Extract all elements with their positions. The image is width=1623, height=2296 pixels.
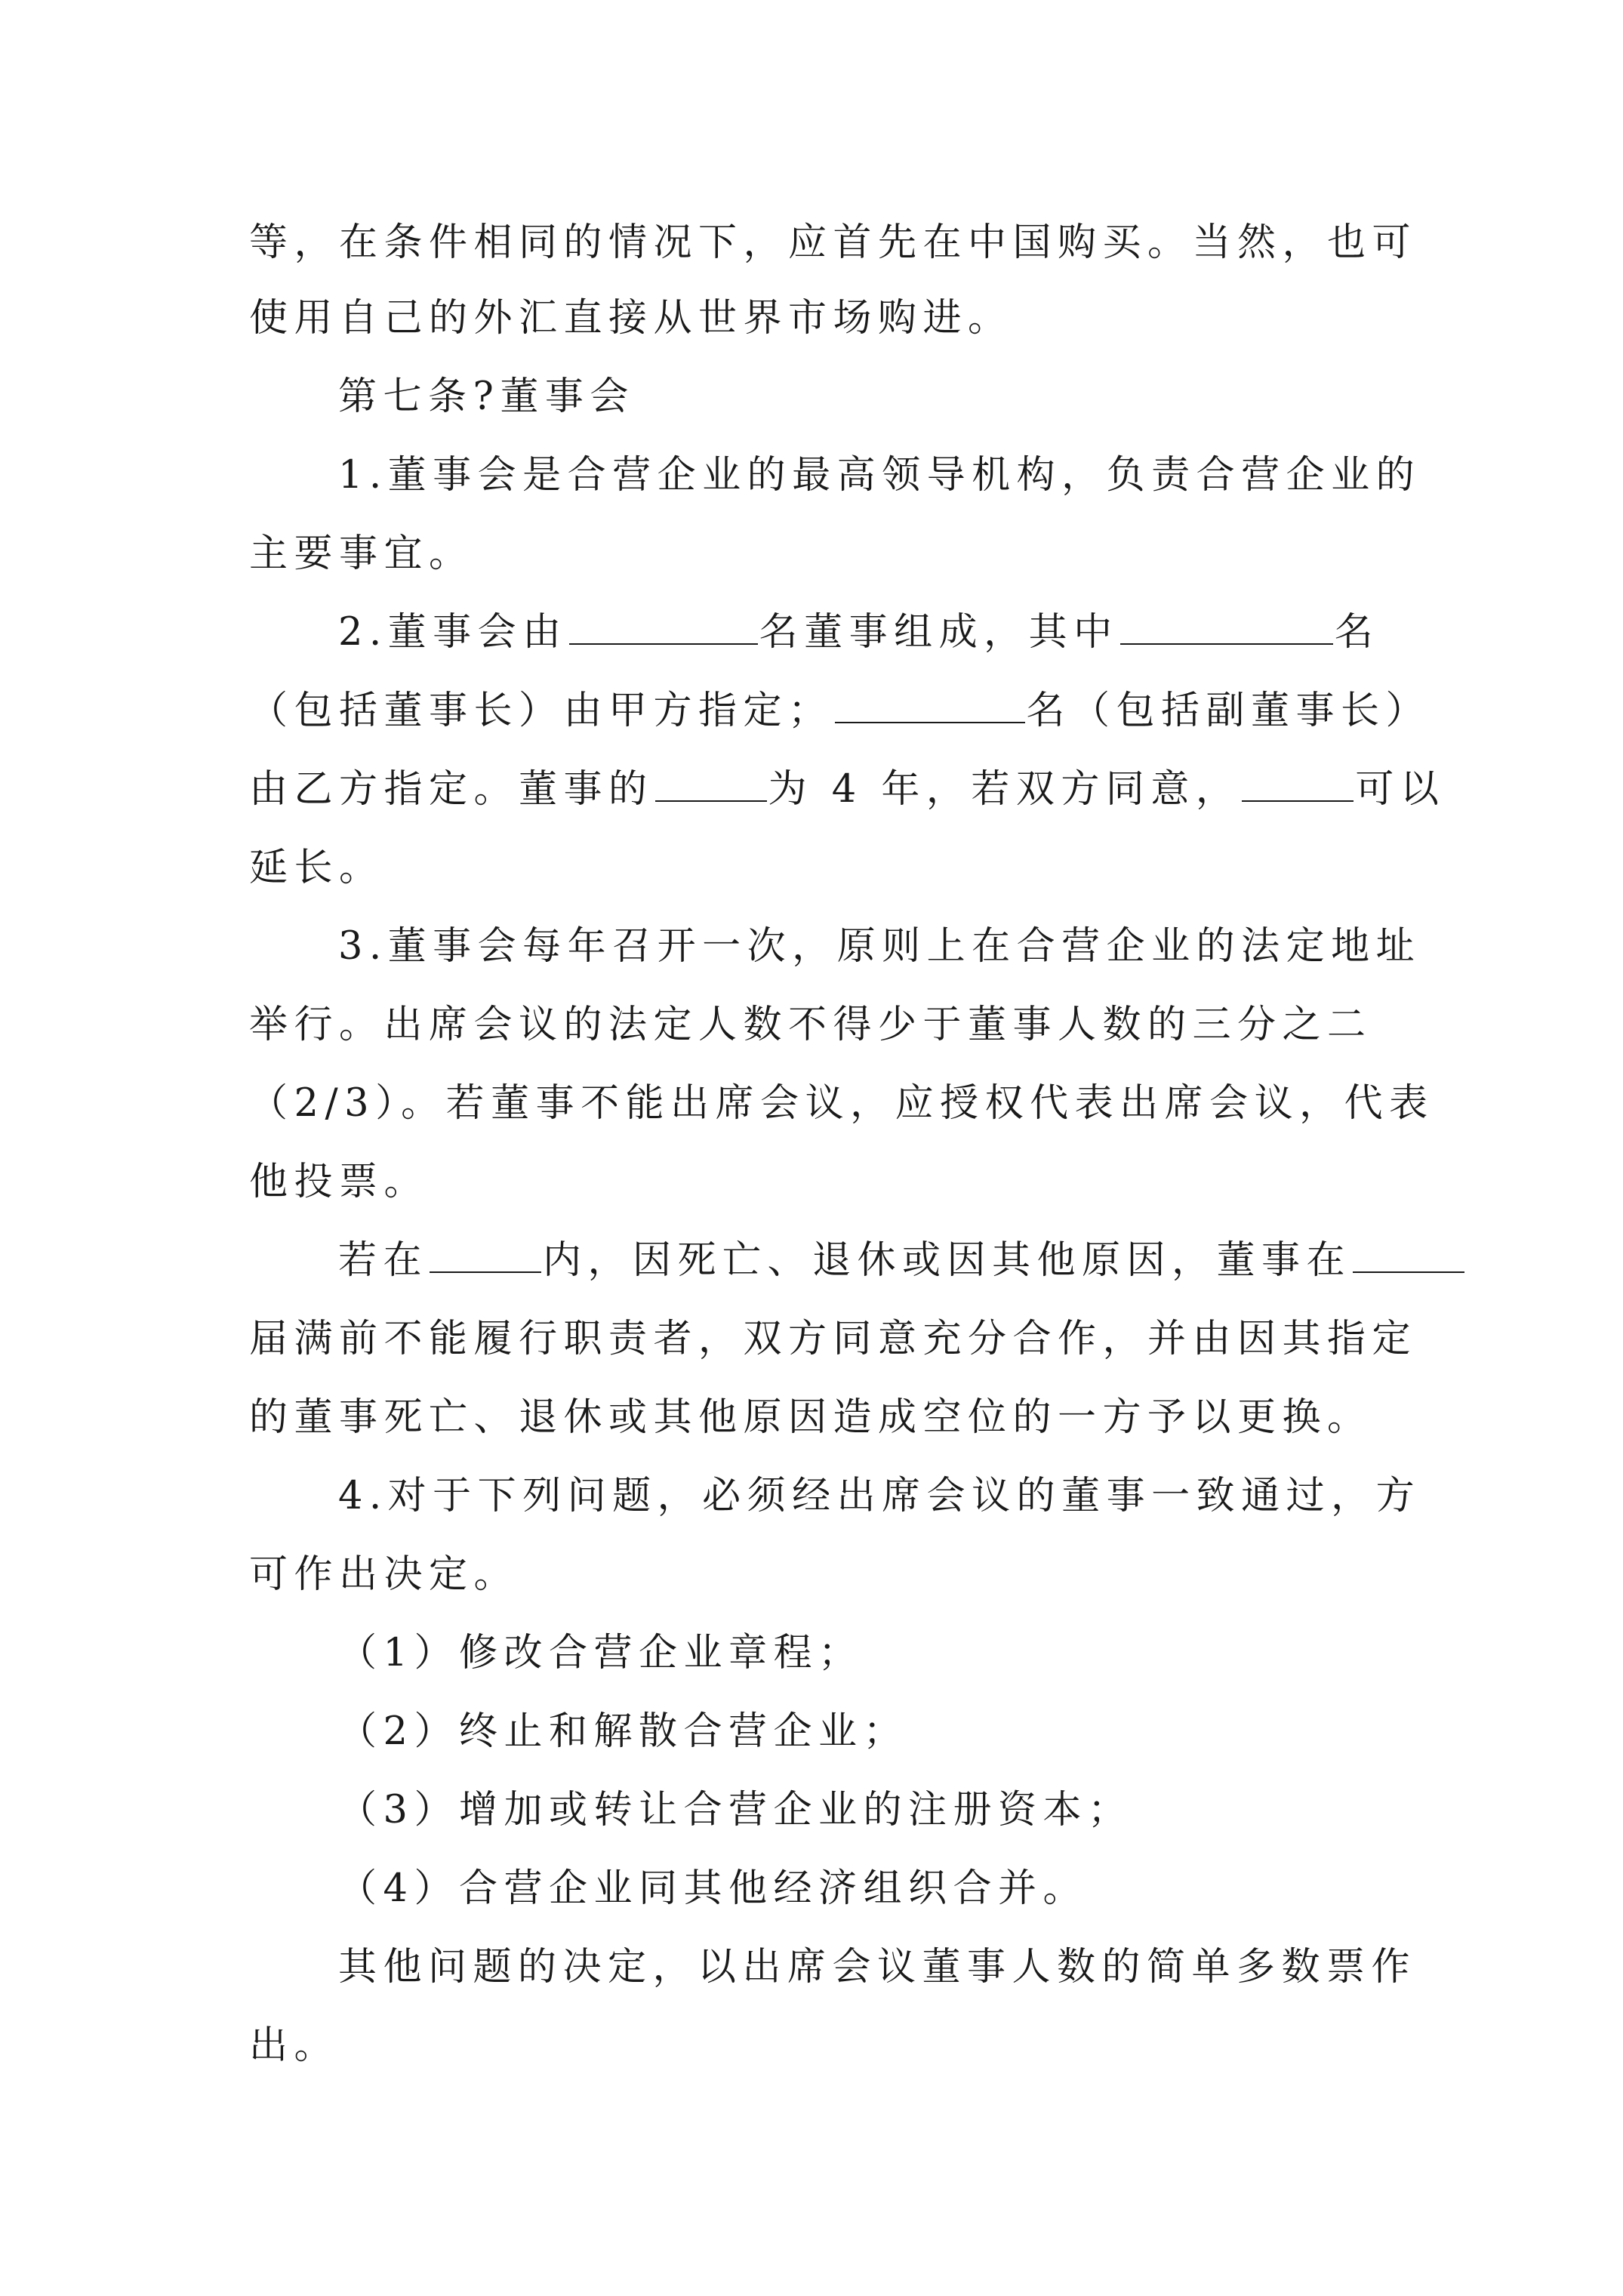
fill-in-blank xyxy=(655,767,767,802)
text-line: （2/3）。若董事不能出席会议，应授权代表出席会议，代表 xyxy=(249,1081,1434,1126)
text-line: 延长。 xyxy=(249,846,384,890)
list-item: （4）合营企业同其他经济组织合并。 xyxy=(338,1866,1088,1911)
text-segment: 内，因死亡、退休或因其他原因，董事在 xyxy=(543,1238,1352,1283)
fill-in-blank xyxy=(430,1238,541,1273)
text-line: 3.董事会每年召开一次，原则上在合营企业的法定地址 xyxy=(338,924,1421,969)
text-line: 4.对于下列问题，必须经出席会议的董事一致通过，方 xyxy=(338,1474,1421,1518)
text-line: 1.董事会是合营企业的最高领导机构，负责合营企业的 xyxy=(338,453,1421,498)
section-heading: 第七条?董事会 xyxy=(338,374,635,419)
fill-in-blank xyxy=(569,610,758,645)
text-segment: 名董事组成，其中 xyxy=(759,610,1119,655)
text-line xyxy=(249,687,1431,735)
text-segment: 若在 xyxy=(338,1238,429,1283)
fill-in-blank xyxy=(1242,767,1354,802)
text-line xyxy=(338,609,1379,657)
text-segment: 可以 xyxy=(1355,767,1446,812)
fill-in-blank xyxy=(835,689,1025,723)
text-segment: 名 xyxy=(1334,610,1380,655)
list-item: （2）终止和解散合营企业； xyxy=(338,1709,908,1754)
text-line: 主要事宜。 xyxy=(249,532,474,576)
fill-in-blank xyxy=(1353,1238,1464,1273)
text-line: 他投票。 xyxy=(249,1160,430,1204)
text-segment: 名（包括副董事长） xyxy=(1026,689,1431,733)
fill-in-blank xyxy=(1120,610,1333,645)
text-line xyxy=(338,1237,1466,1285)
text-line: 出。 xyxy=(249,2023,340,2068)
list-item: （3）增加或转让合营企业的注册资本； xyxy=(338,1788,1133,1832)
text-line: 可作出决定。 xyxy=(249,1552,519,1597)
text-segment: （包括董事长）由甲方指定； xyxy=(249,689,833,733)
text-segment: 由乙方指定。董事的 xyxy=(249,767,654,812)
text-line: 其他问题的决定，以出席会议董事人数的简单多数票作 xyxy=(338,1945,1417,1989)
text-segment: 为 4 年，若双方同意， xyxy=(768,767,1241,812)
text-segment: 2.董事会由 xyxy=(338,610,568,655)
text-line: 的董事死亡、退休或其他原因造成空位的一方予以更换。 xyxy=(249,1395,1372,1440)
text-line: 举行。出席会议的法定人数不得少于董事人数的三分之二 xyxy=(249,1003,1372,1047)
text-line: 届满前不能履行职责者，双方同意充分合作，并由因其指定 xyxy=(249,1317,1418,1361)
text-line: 等，在条件相同的情况下，应首先在中国购买。当然，也可 xyxy=(249,220,1418,265)
list-item: （1）修改合营企业章程； xyxy=(338,1631,864,1675)
text-line xyxy=(249,766,1445,814)
text-line: 使用自己的外汇直接从世界市场购进。 xyxy=(249,296,1013,341)
